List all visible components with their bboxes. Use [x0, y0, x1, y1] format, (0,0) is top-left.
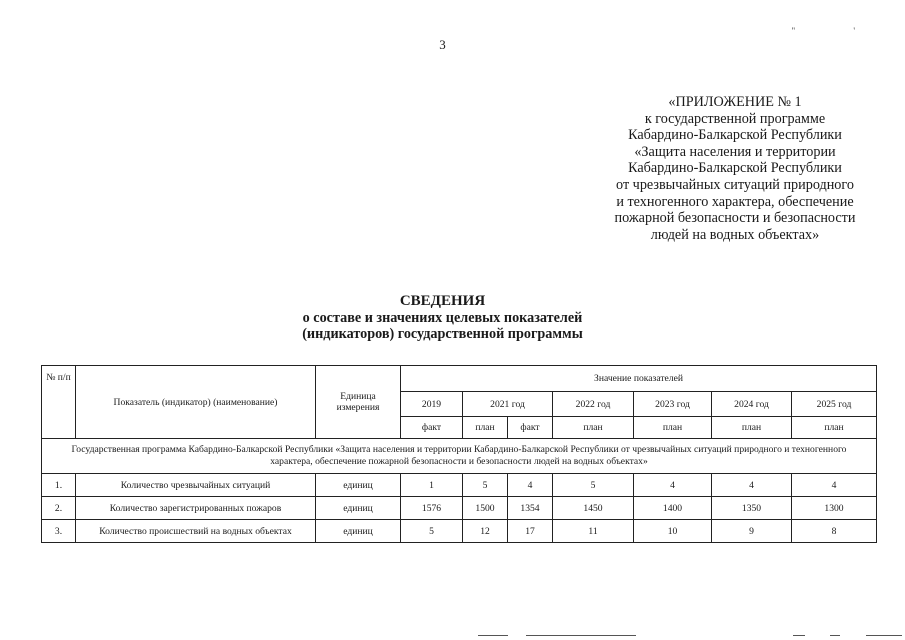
subheader: план [463, 417, 508, 439]
row-value: 4 [792, 474, 877, 497]
appendix-line: Кабардино-Балкарской Республики [628, 127, 842, 144]
row-unit: единиц [316, 497, 401, 520]
header-values: Значение показателей [401, 366, 877, 392]
year-header: 2025 год [792, 392, 877, 417]
row-value: 1354 [508, 497, 553, 520]
subheader: план [634, 417, 712, 439]
title-line-1: СВЕДЕНИЯ [399, 293, 486, 309]
header-num: № п/п [42, 366, 76, 439]
row-value: 1500 [463, 497, 508, 520]
row-value: 1350 [712, 497, 792, 520]
row-value: 5 [463, 474, 508, 497]
row-value: 8 [792, 520, 877, 543]
row-num: 2. [42, 497, 76, 520]
row-value: 10 [634, 520, 712, 543]
subheader: план [553, 417, 634, 439]
row-value: 1450 [553, 497, 634, 520]
scan-artifacts [0, 632, 905, 638]
row-value: 9 [712, 520, 792, 543]
row-name: Количество зарегистрированных пожаров [76, 497, 316, 520]
row-value: 4 [712, 474, 792, 497]
corner-marks: " ' [791, 26, 883, 36]
appendix-line: «Защита населения и территории [634, 143, 836, 160]
appendix-line: людей на водных объектах» [650, 226, 820, 243]
title-line-3: (индикаторов) государственной программы [302, 326, 583, 343]
appendix-line: к государственной программе [644, 110, 826, 127]
table-row [42, 520, 877, 543]
subheader: факт [401, 417, 463, 439]
row-num: 3. [42, 520, 76, 543]
document-title [0, 293, 885, 343]
title-line-2: о составе и значениях целевых показателей [302, 309, 583, 326]
indicators-table [41, 365, 877, 543]
table-row [42, 474, 877, 497]
row-value: 1300 [792, 497, 877, 520]
row-value: 1576 [401, 497, 463, 520]
row-value: 5 [553, 474, 634, 497]
appendix-line: от чрезвычайных ситуаций природного [616, 176, 854, 193]
appendix-line: пожарной безопасности и безопасности [614, 210, 856, 227]
year-header: 2021 год [463, 392, 553, 417]
header-unit: Единица измерения [316, 366, 401, 439]
row-value: 4 [634, 474, 712, 497]
table-row [42, 497, 877, 520]
year-header: 2024 год [712, 392, 792, 417]
row-num: 1. [42, 474, 76, 497]
year-header: 2022 год [553, 392, 634, 417]
year-header: 2023 год [634, 392, 712, 417]
page-number: 3 [439, 37, 446, 52]
program-row: Государственная программа Кабардино-Балкарской Республики «Защита населения и территории Кабардино-Балкарской Республики от чрезвычайных ситуаций природного и техногенного характера, обеспечение пожарной безопасности и безопасности людей на водных объектах» [42, 439, 877, 474]
subheader: план [792, 417, 877, 439]
appendix-line: «ПРИЛОЖЕНИЕ № 1 [668, 94, 802, 110]
row-name: Количество происшествий на водных объектах [76, 520, 316, 543]
row-value: 12 [463, 520, 508, 543]
row-unit: единиц [316, 520, 401, 543]
subheader: факт [508, 417, 553, 439]
appendix-line: и техногенного характера, обеспечение [616, 193, 854, 210]
row-value: 4 [508, 474, 553, 497]
row-value: 11 [553, 520, 634, 543]
row-value: 1400 [634, 497, 712, 520]
row-unit: единиц [316, 474, 401, 497]
appendix-header [585, 94, 885, 243]
row-value: 1 [401, 474, 463, 497]
header-indicator: Показатель (индикатор) (наименование) [76, 366, 316, 439]
row-name: Количество чрезвычайных ситуаций [76, 474, 316, 497]
row-value: 5 [401, 520, 463, 543]
row-value: 17 [508, 520, 553, 543]
subheader: план [712, 417, 792, 439]
appendix-line: Кабардино-Балкарской Республики [628, 160, 842, 177]
year-header: 2019 [401, 392, 463, 417]
